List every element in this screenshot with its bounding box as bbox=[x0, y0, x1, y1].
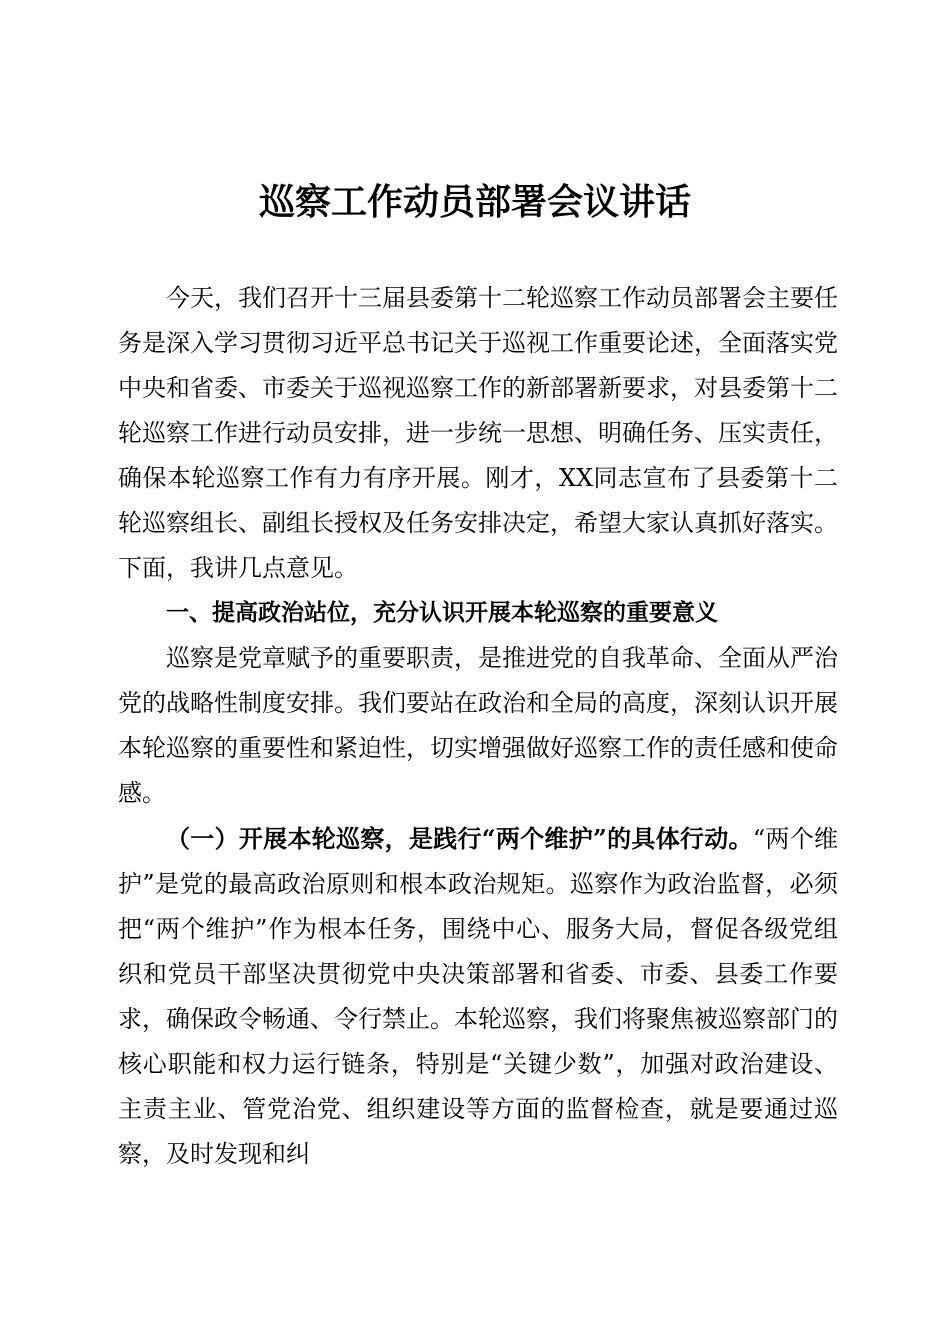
section-1-paragraph: 巡察是党章赋予的重要职责，是推进党的自我革命、全面从严治党的战略性制度安排。我们要站在政治和全局的高度，深刻认识开展本轮巡察的重要性和紧迫性，切实增强做好巡察工作的责任感和使命感。 bbox=[118, 644, 838, 807]
subsection-1-text: “两个维护”是党的最高政治原则和根本政治规矩。巡察作为政治监督，必须把“两个维护”作为根本任务，围绕中心、服务大局，督促各级党组织和党员干部坚决贯彻党中央决策部署和省委、市委、县委工作要求，确保政令畅通、令行禁止。本轮巡察，我们将聚焦被巡察部门的核心职能和权力运行链条，特别是“关键少数”，加强对政治建设、主责主业、管党治党、组织建设等方面的监督检查，就是要通过巡察，及时发现和纠 bbox=[118, 825, 838, 1168]
document-body bbox=[118, 276, 838, 1177]
document-title: 巡察工作动员部署会议讲话 bbox=[258, 181, 691, 223]
section-heading-1: 一、提高政治站位，充分认识开展本轮巡察的重要意义 bbox=[166, 600, 718, 626]
intro-paragraph: 今天，我们召开十三届县委第十二轮巡察工作动员部署会主要任务是深入学习贯彻习近平总书记关于巡视工作重要论述，全面落实党中央和省委、市委关于巡视巡察工作的新部署新要求，对县委第十二轮巡察工作进行动员安排，进一步统一思想、明确任务、压实责任，确保本轮巡察工作有力有序开展。刚才，XX同志宣布了县委第十二轮巡察组长、副组长授权及任务安排决定，希望大家认真抓好落实。下面，我讲几点意见。 bbox=[118, 284, 838, 582]
subsection-1-lead: （一）开展本轮巡察，是践行“两个维护”的具体行动。 bbox=[166, 824, 753, 853]
subsection-1-paragraph bbox=[118, 816, 838, 1177]
